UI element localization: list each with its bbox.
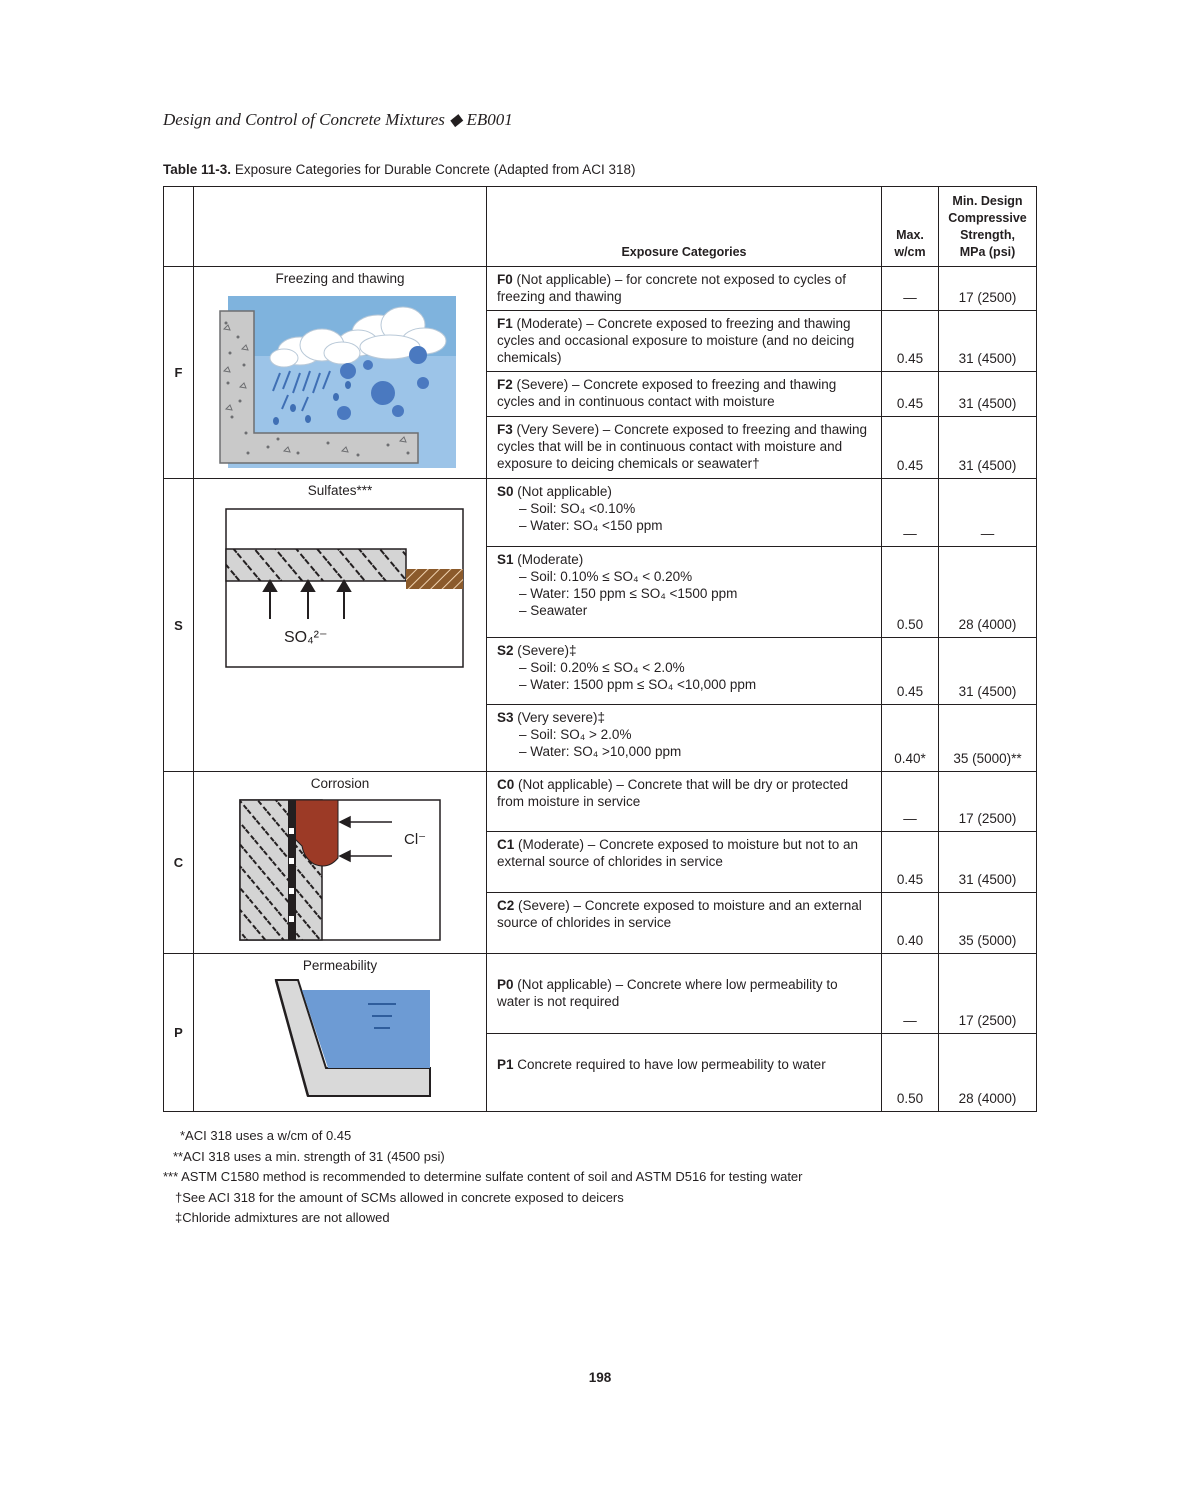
page-number: 198 [588, 1370, 612, 1385]
category-f1 [487, 311, 882, 372]
category-s2 [487, 638, 882, 705]
header-row [164, 187, 1037, 267]
category-code: S2 [497, 643, 514, 658]
category-description: (Not applicable) – Concrete where low permeability to water is not required [497, 977, 838, 1009]
max-wcm-value: 0.45 [882, 311, 939, 372]
category-head: (Moderate) [517, 552, 584, 567]
category-code: P0 [497, 977, 514, 992]
footnote: †See ACI 318 for the amount of SCMs allowed in concrete exposed to deicers [175, 1189, 624, 1205]
category-code: F0 [497, 272, 513, 287]
category-c2 [487, 893, 882, 954]
category-description: Concrete required to have low permeability to water [517, 1057, 826, 1072]
group-letter-p: P [164, 954, 194, 1112]
category-sub-line: – Seawater [519, 603, 588, 618]
header-exposure-categories: Exposure Categories [487, 187, 882, 267]
max-wcm-value: 0.40* [882, 705, 939, 772]
category-description: (Moderate) – Concrete exposed to freezing and thawing cycles and occasional exposure to moisture (and no deicing chemicals) [497, 316, 855, 365]
category-s1 [487, 547, 882, 638]
category-head: (Very severe)‡ [517, 710, 606, 725]
min-strength-value: 28 (4000) [939, 1034, 1037, 1112]
min-strength-value: 35 (5000)** [939, 705, 1037, 772]
max-wcm-value: — [882, 772, 939, 832]
table-footnotes [163, 1126, 803, 1229]
min-strength-value: 31 (4500) [939, 832, 1037, 893]
category-sub-line: – Water: 1500 ppm ≤ SO₄ <10,000 ppm [519, 677, 757, 692]
chloride-ion-label: Cl⁻ [404, 831, 427, 848]
min-strength-value: 17 (2500) [939, 772, 1037, 832]
category-description: (Very Severe) – Concrete exposed to freezing and thawing cycles that will be in continuous contact with moisture and exposure to deicing chemicals or seawater† [497, 422, 867, 471]
category-sub-line: – Soil: 0.10% ≤ SO₄ < 0.20% [519, 569, 693, 584]
header-min-strength [939, 187, 1037, 267]
header-max-wcm [882, 187, 939, 267]
category-code: F3 [497, 422, 513, 437]
header-min-strength-text: Min. Design Compressive Strength, MPa (psi) [948, 194, 1027, 259]
freeze-thaw-illustration [194, 267, 487, 479]
category-c1 [487, 832, 882, 893]
category-s3 [487, 705, 882, 772]
category-code: S3 [497, 710, 514, 725]
category-sub-line: – Water: SO₄ <150 ppm [519, 518, 663, 533]
group-letter-s: S [164, 479, 194, 772]
min-strength-value: 31 (4500) [939, 311, 1037, 372]
table-label: Table 11-3. [163, 162, 232, 177]
sulfate-diagram [218, 507, 478, 677]
exposure-table [163, 186, 1037, 1112]
category-description: (Not applicable) – Concrete that will be dry or protected from moisture in service [497, 777, 849, 809]
category-sub-line: – Soil: 0.20% ≤ SO₄ < 2.0% [519, 660, 685, 675]
table-title: Exposure Categories for Durable Concrete (Adapted from ACI 318) [234, 162, 636, 177]
min-strength-value: 35 (5000) [939, 893, 1037, 954]
min-strength-value: 31 (4500) [939, 372, 1037, 417]
illustration-title: Freezing and thawing [275, 271, 405, 286]
category-c0 [487, 772, 882, 832]
illustration-title: Sulfates*** [307, 483, 373, 498]
min-strength-value: — [939, 479, 1037, 547]
category-code: F1 [497, 316, 513, 331]
table-row [164, 479, 1037, 547]
corrosion-diagram [218, 798, 478, 948]
min-strength-value: 28 (4000) [939, 547, 1037, 638]
category-head: (Severe)‡ [517, 643, 577, 658]
category-p1 [487, 1034, 882, 1112]
sulfate-ion-label: SO₄²⁻ [284, 629, 328, 646]
category-f0 [487, 267, 882, 311]
category-code: S0 [497, 484, 514, 499]
category-head: (Not applicable) [517, 484, 612, 499]
min-strength-value: 17 (2500) [939, 267, 1037, 311]
header-blank-letter [164, 187, 194, 267]
max-wcm-value: 0.50 [882, 1034, 939, 1112]
category-f3 [487, 417, 882, 479]
max-wcm-value: 0.45 [882, 832, 939, 893]
category-sub-line: – Water: 150 ppm ≤ SO₄ <1500 ppm [519, 586, 738, 601]
max-wcm-value: — [882, 479, 939, 547]
group-letter-f: F [164, 267, 194, 479]
category-code: F2 [497, 377, 513, 392]
category-description: (Severe) – Concrete exposed to freezing and thawing cycles and in continuous contact with moisture [497, 377, 837, 409]
category-code: P1 [497, 1057, 514, 1072]
category-sub-line: – Water: SO₄ >10,000 ppm [519, 744, 682, 759]
permeability-illustration [194, 954, 487, 1112]
max-wcm-value: 0.45 [882, 372, 939, 417]
footnote: ‡Chloride admixtures are not allowed [175, 1210, 390, 1225]
category-f2 [487, 372, 882, 417]
min-strength-value: 31 (4500) [939, 638, 1037, 705]
category-s0 [487, 479, 882, 547]
corrosion-illustration [194, 772, 487, 954]
max-wcm-value: 0.45 [882, 638, 939, 705]
header-max-wcm-text: Max. w/cm [894, 228, 926, 259]
illustration-title: Corrosion [310, 776, 370, 791]
running-head: Design and Control of Concrete Mixtures ◆ EB001 [163, 110, 513, 129]
category-code: C0 [497, 777, 515, 792]
table-row [164, 772, 1037, 832]
footnote: *ACI 318 uses a w/cm of 0.45 [180, 1128, 352, 1143]
table-caption [163, 162, 636, 177]
category-p0 [487, 954, 882, 1034]
category-description: (Moderate) – Concrete exposed to moisture but not to an external source of chlorides in service [497, 837, 858, 869]
permeability-diagram [218, 978, 478, 1108]
category-description: (Not applicable) – for concrete not exposed to cycles of freezing and thawing [497, 272, 846, 304]
footnote: *** ASTM C1580 method is recommended to determine sulfate content of soil and ASTM D516 for testing water [163, 1169, 803, 1184]
header-blank-illustration [194, 187, 487, 267]
footnote: **ACI 318 uses a min. strength of 31 (4500 psi) [173, 1148, 445, 1164]
max-wcm-value: 0.50 [882, 547, 939, 638]
illustration-title: Permeability [302, 958, 378, 973]
min-strength-value: 17 (2500) [939, 954, 1037, 1034]
max-wcm-value: 0.45 [882, 417, 939, 479]
min-strength-value: 31 (4500) [939, 417, 1037, 479]
sulfate-illustration [194, 479, 487, 772]
category-sub-line: – Soil: SO₄ > 2.0% [519, 727, 632, 742]
max-wcm-value: 0.40 [882, 893, 939, 954]
category-code: S1 [497, 552, 514, 567]
group-letter-c: C [164, 772, 194, 954]
category-code: C2 [497, 898, 515, 913]
table-row [164, 954, 1037, 1034]
table-row [164, 267, 1037, 311]
max-wcm-value: — [882, 267, 939, 311]
category-description: (Severe) – Concrete exposed to moisture and an external source of chlorides in service [497, 898, 862, 930]
freeze-thaw-diagram [218, 293, 478, 473]
category-code: C1 [497, 837, 515, 852]
max-wcm-value: — [882, 954, 939, 1034]
category-sub-line: – Soil: SO₄ <0.10% [519, 501, 636, 516]
